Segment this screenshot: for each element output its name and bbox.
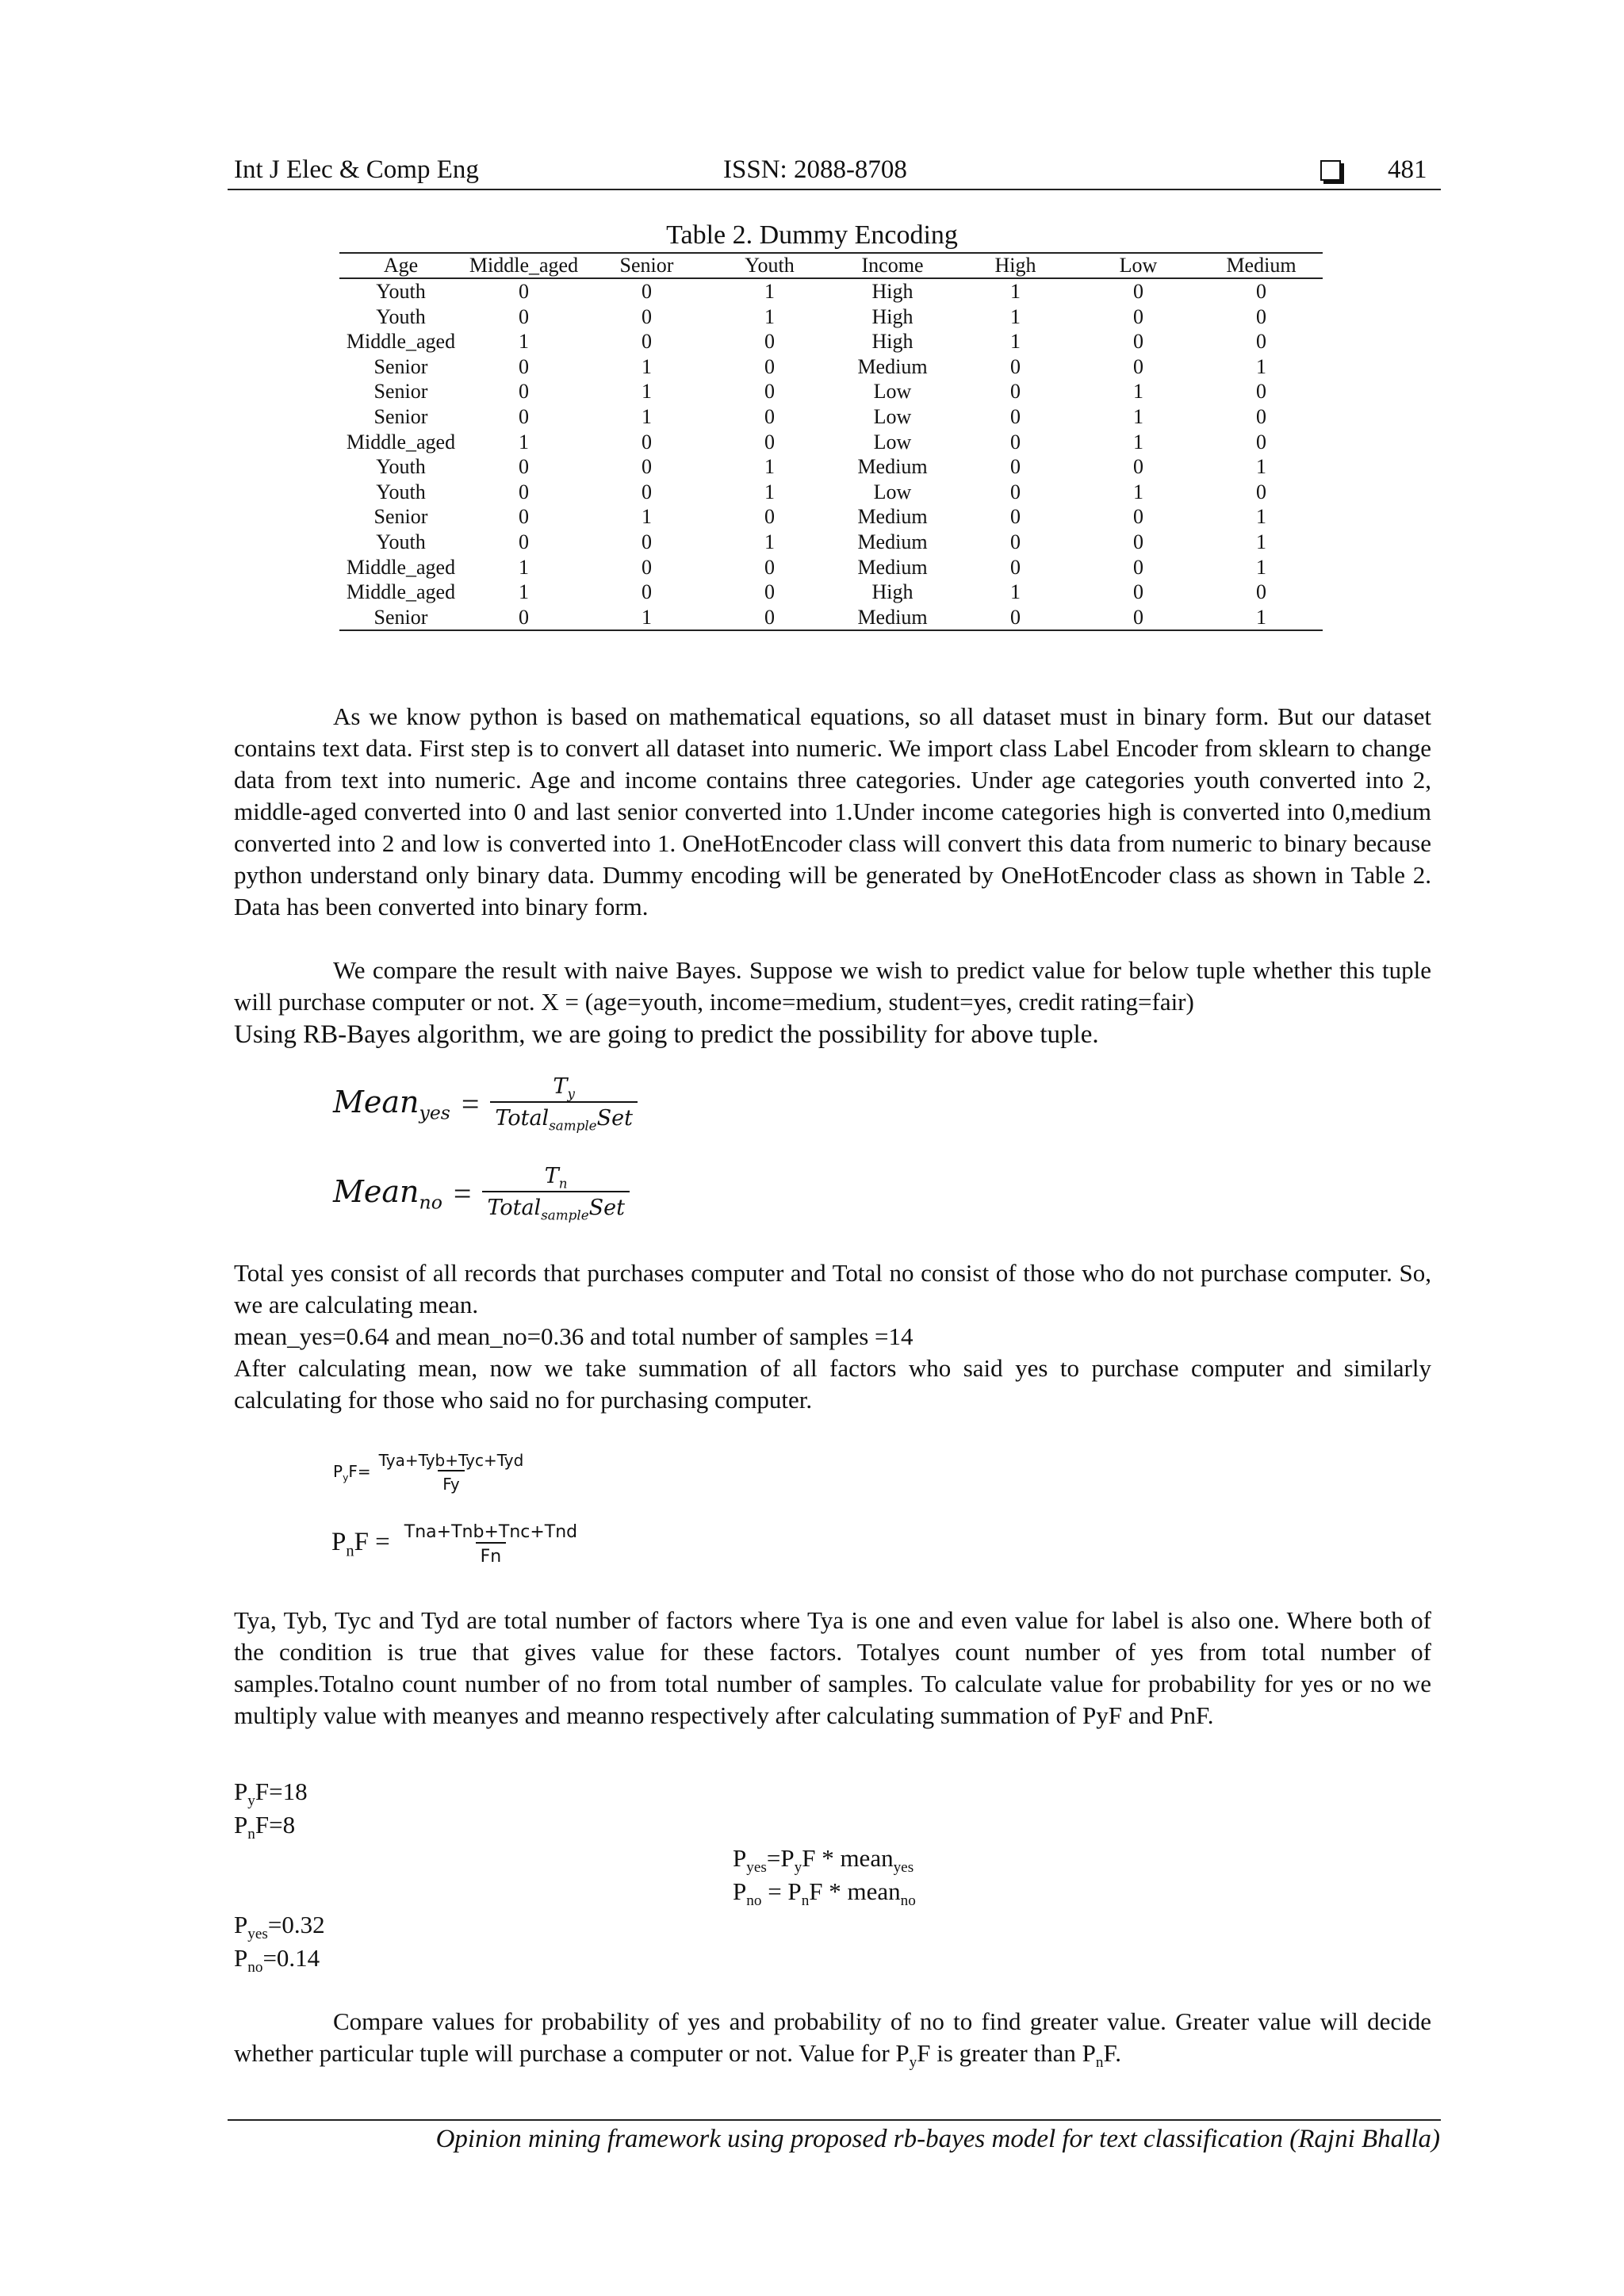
- table-cell: Middle_aged: [346, 330, 456, 354]
- table-cell: 0: [642, 480, 652, 503]
- table-cell: 0: [1010, 505, 1021, 529]
- table-cell: Low: [873, 430, 912, 453]
- table-cell: Medium: [857, 354, 928, 378]
- table-cell: 0: [1010, 430, 1021, 453]
- formula-pyes: $P_{yes}=P_yF$ * mean$_{yes}$: [733, 1844, 914, 1877]
- table-cell: 1: [1256, 354, 1266, 378]
- table-cell: 0: [764, 354, 775, 378]
- table-cell: 0: [642, 455, 652, 479]
- table-column-header: Senior: [585, 253, 708, 278]
- table-cell: 0: [1256, 380, 1266, 404]
- table-cell: 1: [764, 530, 775, 553]
- table-cell: 0: [519, 404, 529, 428]
- table-cell: 1: [1010, 580, 1021, 604]
- table-column-header: Income: [831, 253, 954, 278]
- table-cell: 0: [1133, 354, 1143, 378]
- table-cell: 0: [642, 304, 652, 328]
- table-cell: Middle_aged: [346, 555, 456, 579]
- table-cell: 1: [1133, 380, 1143, 404]
- footer-rule: [228, 2119, 1441, 2121]
- table-cell: 1: [519, 555, 529, 579]
- table-row: [339, 329, 1323, 354]
- result-pyf: $P_yF=18$: [234, 1777, 308, 1810]
- table-cell: 0: [1010, 480, 1021, 503]
- table-cell: 0: [1010, 455, 1021, 479]
- table-cell: Youth: [376, 530, 426, 553]
- table-cell: Senior: [339, 605, 462, 631]
- running-footer-title: Opinion mining framework using proposed rb-bayes model for text classification (Rajni Bhalla): [435, 2125, 1440, 2153]
- table-cell: Youth: [376, 304, 426, 328]
- table-cell: 1: [1133, 430, 1143, 453]
- table-cell: High: [871, 280, 914, 303]
- table-cell: 1: [642, 380, 652, 404]
- table-cell: 1: [764, 304, 775, 328]
- header-rule: [228, 189, 1441, 190]
- result-pyes: $P_{yes}=0.32$: [234, 1911, 325, 1943]
- paragraph-compare-naive-bayes: We compare the result with naive Bayes. Suppose we wish to predict value for below tuple whether this tuple will purchase computer or not. X = (age=youth, income=medium, student=yes, credit rating=fair): [234, 956, 1431, 1016]
- table-row: [339, 430, 1323, 455]
- table-cell: 0: [519, 530, 529, 553]
- table-cell: Youth: [376, 280, 426, 303]
- table-cell: 1: [1256, 455, 1266, 479]
- table-cell: 0: [519, 455, 529, 479]
- table-cell: 0: [764, 555, 775, 579]
- table-cell: Youth: [376, 455, 426, 479]
- table-cell: Low: [873, 380, 912, 404]
- table-cell: 0: [462, 605, 585, 631]
- table-cell: Youth: [376, 480, 426, 503]
- table-cell: 1: [1256, 555, 1266, 579]
- table-cell: Senior: [373, 505, 428, 529]
- paragraph-compare-values: Compare values for probability of yes and probability of no to find greater value. Greater value will decide whether particular tuple will purchase a computer or not. Value for $P_yF$ is greater than $P_nF$.: [234, 2007, 1431, 2072]
- table-header-row: [339, 253, 1323, 278]
- checkbox-square-icon: [1320, 160, 1341, 181]
- paragraph-total-yes-no: Total yes consist of all records that purchases computer and Total no consist of those who do not purchase computer. So, we are calculating mean.: [234, 1259, 1431, 1318]
- table-cell: 0: [1010, 380, 1021, 404]
- table-cell: High: [871, 304, 914, 328]
- table-cell: 1: [1010, 330, 1021, 354]
- table-row: [339, 354, 1323, 380]
- table-cell: 0: [764, 404, 775, 428]
- table-cell: 0: [642, 430, 652, 453]
- table-cell: Medium: [831, 605, 954, 631]
- table-cell: 0: [1133, 530, 1143, 553]
- table-cell: 0: [1256, 280, 1266, 303]
- table-cell: 0: [519, 380, 529, 404]
- page-number: 481: [1388, 155, 1427, 184]
- table-cell: Middle_aged: [346, 580, 456, 604]
- table-cell: 0: [1256, 480, 1266, 503]
- table-cell: Senior: [373, 380, 428, 404]
- table-row: [339, 530, 1323, 555]
- table-cell: 0: [1133, 505, 1143, 529]
- table-cell: Senior: [373, 354, 428, 378]
- table-cell: 0: [1010, 404, 1021, 428]
- table-column-header: High: [954, 253, 1077, 278]
- table-cell: 0: [1133, 304, 1143, 328]
- formula-pno: $P_{no} = P_nF$ * mean$_{no}$: [733, 1877, 916, 1910]
- table-cell: 0: [1133, 280, 1143, 303]
- table-cell: 0: [1133, 455, 1143, 479]
- table-cell: 1: [764, 480, 775, 503]
- table-row: [339, 454, 1323, 480]
- table-cell: Medium: [857, 505, 928, 529]
- table-cell: 1: [1256, 505, 1266, 529]
- table-cell: 1: [1133, 480, 1143, 503]
- table-cell: 1: [1133, 404, 1143, 428]
- equation-pyf: $P_yF=$ $\frac{\text{Tya+Tyb+Tyc+Tyd}}{Fy}$: [333, 1451, 524, 1494]
- table-cell: 0: [519, 480, 529, 503]
- table-cell: 0: [1256, 330, 1266, 354]
- table-column-header: Medium: [1200, 253, 1323, 278]
- table-cell: Middle_aged: [346, 430, 456, 453]
- table-cell: 0: [519, 354, 529, 378]
- table-column-header: Age: [339, 253, 462, 278]
- table-cell: 0: [1256, 404, 1266, 428]
- table-row: [339, 278, 1323, 304]
- table-cell: 0: [954, 605, 1077, 631]
- table-cell: 0: [1256, 304, 1266, 328]
- paragraph-summation: After calculating mean, now we take summation of all factors who said yes to purchase computer and similarly calculating for those who said no for purchasing computer.: [234, 1354, 1431, 1414]
- table-cell: Medium: [857, 530, 928, 553]
- equation-mean-no: Mean$_{no}$ = $\frac{T_n}{Total_{sample}Set}$: [333, 1164, 630, 1223]
- table-cell: 1: [1200, 605, 1323, 631]
- table-row: [339, 605, 1323, 631]
- equation-pnf: $P_nF$ = $\frac{\text{Tna+Tnb+Tnc+Tnd}}{Fn}$: [331, 1522, 578, 1567]
- table-cell: 0: [764, 580, 775, 604]
- dummy-encoding-table: [339, 252, 1323, 631]
- table-cell: Medium: [857, 555, 928, 579]
- table-cell: 0: [764, 430, 775, 453]
- table-column-header: Middle_aged: [462, 253, 585, 278]
- table-cell: 0: [519, 304, 529, 328]
- equation-mean-yes: Mean$_{yes}$ = $\frac{T_y}{Total_{sample}Set}$: [333, 1074, 638, 1134]
- table-row: [339, 304, 1323, 330]
- table-cell: 0: [519, 280, 529, 303]
- paragraph-rb-bayes-intro: Using RB-Bayes algorithm, we are going to predict the possibility for above tuple.: [234, 1020, 1099, 1049]
- table-cell: Senior: [373, 404, 428, 428]
- table-cell: 1: [642, 505, 652, 529]
- result-pnf: $P_nF=8$: [234, 1811, 296, 1843]
- table-cell: 1: [764, 280, 775, 303]
- mean-values-line: mean_yes=0.64 and mean_no=0.36 and total number of samples =14: [234, 1322, 914, 1350]
- paragraph-label-encoding: As we know python is based on mathematical equations, so all dataset must in binary form. But our dataset contains text data. First step is to convert all dataset into numeric. We import class Label Encoder from sklearn to change data from text into numeric. Age and income contains three categories. Under age categories youth converted into 2, middle-aged converted into 0 and last senior converted into 1.Under income categories high is converted into 0,medium converted into 2 and low is converted into 1. OneHotEncoder class will convert this data from numeric to binary because python understand only binary data. Dummy encoding will be generated by OneHotEncoder class as shown in Table 2. Data has been converted into binary form.: [234, 702, 1431, 920]
- table-row: [339, 555, 1323, 580]
- table-cell: 1: [764, 455, 775, 479]
- table-cell: 0: [1256, 580, 1266, 604]
- table-cell: 0: [1077, 605, 1200, 631]
- table-cell: 0: [1133, 580, 1143, 604]
- running-header-issn: ISSN: 2088-8708: [723, 155, 907, 184]
- table-cell: Low: [873, 404, 912, 428]
- table-cell: 1: [1010, 280, 1021, 303]
- table-body: [339, 278, 1323, 630]
- table-cell: 1: [519, 330, 529, 354]
- table-cell: 1: [519, 580, 529, 604]
- table-cell: 1: [642, 354, 652, 378]
- table-cell: 0: [642, 555, 652, 579]
- table-cell: 0: [642, 580, 652, 604]
- paragraph-factors-explanation: Tya, Tyb, Tyc and Tyd are total number of factors where Tya is one and even value for label is also one. Where both of the condition is true that gives value for these factors. Totalyes count number of yes from total number of samples.Totalno count number of no from total number of samples. To calculate value for probability for yes or no we multiply value with meanyes and meanno respectively after calculating summation of PyF and PnF.: [234, 1606, 1431, 1729]
- table-cell: 0: [764, 380, 775, 404]
- table-cell: 1: [642, 404, 652, 428]
- table-cell: 0: [642, 280, 652, 303]
- table-cell: Low: [873, 480, 912, 503]
- table-cell: 1: [1010, 304, 1021, 328]
- result-pno: $P_{no}=0.14$: [234, 1944, 320, 1976]
- table-row: [339, 580, 1323, 605]
- table-cell: 0: [519, 505, 529, 529]
- table-column-header: Low: [1077, 253, 1200, 278]
- table-cell: 0: [1133, 330, 1143, 354]
- table-cell: 0: [1256, 430, 1266, 453]
- table-cell: 1: [519, 430, 529, 453]
- table-caption: Table 2. Dummy Encoding: [666, 220, 958, 250]
- table-cell: 1: [585, 605, 708, 631]
- table-row: [339, 504, 1323, 530]
- table-cell: 0: [764, 505, 775, 529]
- table-cell: 0: [642, 330, 652, 354]
- table-cell: Medium: [857, 455, 928, 479]
- table-cell: 1: [1256, 530, 1266, 553]
- table-cell: 0: [1010, 555, 1021, 579]
- table-cell: 0: [708, 605, 831, 631]
- table-cell: 0: [1133, 555, 1143, 579]
- table-row: [339, 480, 1323, 505]
- table-row: [339, 379, 1323, 404]
- table-cell: High: [871, 580, 914, 604]
- table-cell: 0: [642, 530, 652, 553]
- table-cell: 0: [1010, 354, 1021, 378]
- table-row: [339, 404, 1323, 430]
- table-cell: 0: [1010, 530, 1021, 553]
- table-column-header: Youth: [708, 253, 831, 278]
- table-cell: 0: [764, 330, 775, 354]
- table-cell: High: [871, 330, 914, 354]
- running-header-journal: Int J Elec & Comp Eng: [234, 155, 479, 184]
